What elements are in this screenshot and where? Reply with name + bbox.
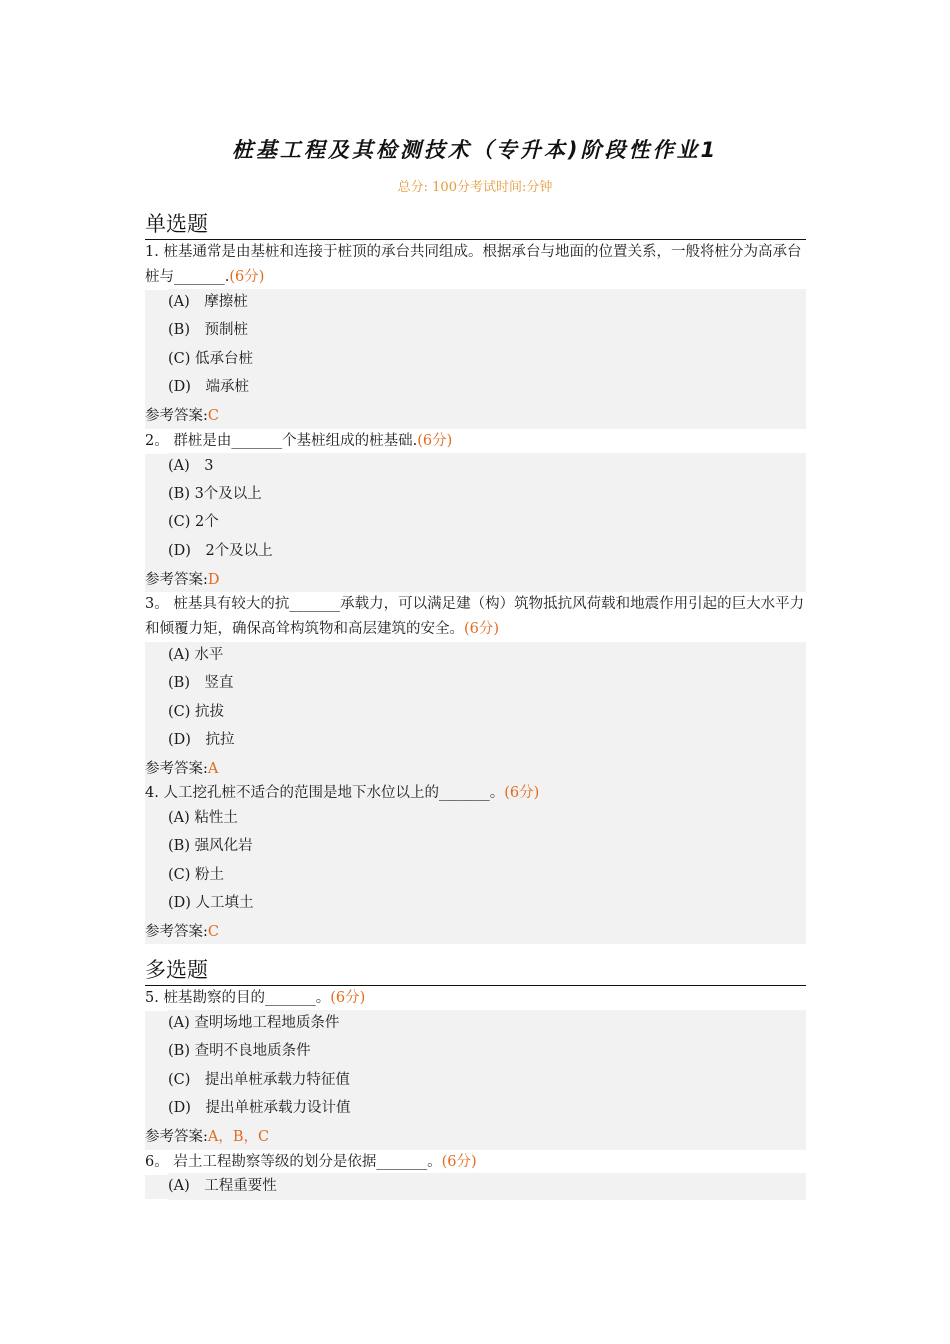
page-subtitle: 总分: 100分考试时间:分钟 xyxy=(397,180,553,195)
option-b[interactable]: (B) 预制桩 xyxy=(168,317,806,344)
answer-label: 参考答案: xyxy=(145,1129,208,1145)
question-stem xyxy=(145,1150,806,1175)
question-score: (6分) xyxy=(441,1154,477,1170)
reference-answer xyxy=(145,1125,269,1149)
answer-value: D xyxy=(207,572,220,588)
question-score: (6分) xyxy=(464,621,500,637)
option-b[interactable]: (B) 竖直 xyxy=(168,670,806,697)
question-text: 6。 岩土工程勘察等级的划分是依据_______。 xyxy=(145,1154,442,1170)
question-stem xyxy=(145,986,806,1011)
option-d[interactable]: (D) 2个及以上 xyxy=(168,538,806,565)
question-text: 5. 桩基勘察的目的_______。 xyxy=(145,990,331,1006)
reference-answer xyxy=(145,568,220,592)
option-a[interactable]: (A) 工程重要性 xyxy=(168,1173,806,1200)
option-b[interactable]: (B) 查明不良地质条件 xyxy=(168,1038,806,1065)
option-d[interactable]: (D) 人工填土 xyxy=(168,890,806,917)
question-text: 3。 桩基具有较大的抗_______承载力，可以满足建（构）筑物抵抗风荷载和地震作用引起的巨大水平力和倾覆力矩，确保高耸构筑物和高层建筑的安全。 xyxy=(145,596,805,637)
answer-label: 参考答案: xyxy=(145,761,208,777)
option-c[interactable]: (C) 提出单桩承载力特征值 xyxy=(168,1067,806,1094)
answer-value: A xyxy=(207,761,219,777)
answer-label: 参考答案: xyxy=(145,924,208,940)
section-heading-single-choice: 单选题 xyxy=(145,208,806,240)
option-c[interactable]: (C) 粉土 xyxy=(168,862,806,889)
option-a[interactable]: (A) 3 xyxy=(168,453,806,480)
option-c[interactable]: (C) 低承台桩 xyxy=(168,346,806,373)
question-score: (6分) xyxy=(504,785,540,801)
answer-value: C xyxy=(207,924,219,940)
reference-answer xyxy=(145,920,219,944)
option-d[interactable]: (D) 端承桩 xyxy=(168,374,806,401)
option-b[interactable]: (B) 强风化岩 xyxy=(168,833,806,860)
question-stem xyxy=(145,240,806,290)
option-d[interactable]: (D) 提出单桩承载力设计值 xyxy=(168,1095,806,1122)
option-a[interactable]: (A) 查明场地工程地质条件 xyxy=(168,1010,806,1037)
question-text: 4. 人工挖孔桩不适合的范围是地下水位以上的_______。 xyxy=(145,785,505,801)
option-c[interactable]: (C) 抗拔 xyxy=(168,699,806,726)
option-d[interactable]: (D) 抗拉 xyxy=(168,727,806,754)
question-stem xyxy=(145,781,806,806)
option-a[interactable]: (A) 水平 xyxy=(168,642,806,669)
question-score: (6分) xyxy=(417,433,453,449)
option-b[interactable]: (B) 3个及以上 xyxy=(168,481,806,508)
question-score: (6分) xyxy=(229,269,265,285)
question-text: 2。 群桩是由_______个基桩组成的桩基础. xyxy=(145,433,418,449)
option-c[interactable]: (C) 2个 xyxy=(168,509,806,536)
question-score: (6分) xyxy=(330,990,366,1006)
reference-answer xyxy=(145,757,218,781)
page-title: 桩基工程及其检测技术（专升本)阶段性作业1 xyxy=(231,138,719,162)
answer-label: 参考答案: xyxy=(145,572,208,588)
option-a[interactable]: (A) 粘性土 xyxy=(168,805,806,832)
answer-label: 参考答案: xyxy=(145,408,208,424)
option-a[interactable]: (A) 摩擦桩 xyxy=(168,289,806,316)
reference-answer xyxy=(145,404,219,428)
answer-value: A，B，C xyxy=(207,1129,270,1145)
question-stem xyxy=(145,592,806,642)
section-heading-multiple-choice: 多选题 xyxy=(145,954,806,986)
answer-value: C xyxy=(207,408,219,424)
question-text: 1. 桩基通常是由基桩和连接于桩顶的承台共同组成。根据承台与地面的位置关系，一般将桩分为高承台桩与_______. xyxy=(145,244,802,285)
question-stem xyxy=(145,429,806,454)
